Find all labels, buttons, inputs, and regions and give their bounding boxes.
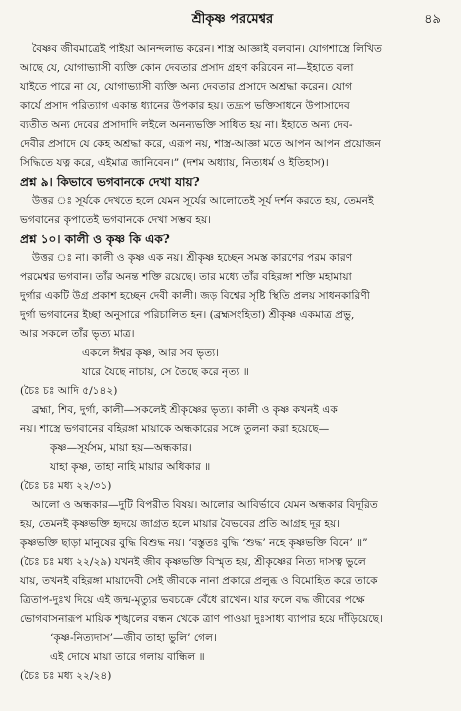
paragraph-line: নয়। শাস্ত্রে ভগবানের বহিরঙ্গা মায়াকে অন্ধকারের সঙ্গে তুলনা করা হয়েছে—	[20, 423, 330, 435]
paragraph-line: (চৈঃ চঃ মধ্য ২২/২৯) যখনই জীব কৃষ্ণভক্তি বিস্মৃত হয়, শ্রীকৃষ্ণের নিত্য দাসত্ব ভুলে	[20, 556, 366, 568]
scripture-reference: (চৈঃ চঃ মধ্য ২২/৩১)	[20, 480, 112, 492]
running-title: শ্রীকৃষ্ণ পরমেশ্বর	[191, 12, 274, 27]
paragraph-line: ত্রিতাপ-দুঃখ দিয়ে এই জন্ম-মৃত্যুর ভবচক্রে বেঁধে রাখেন। যার ফলে বদ্ধ জীবের পক্ষে	[20, 594, 365, 606]
paragraph-line: যাইতে পারে না যে, যোগাভ্যাসী ব্যক্তি অন্য দেবতার প্রসাদে অশ্রদ্ধা করেন। যোগ	[20, 81, 353, 93]
page-number: ৪৯	[424, 12, 441, 27]
verse-line: যারে যৈছে নাচায়, সে তৈছে করে নৃত্য ॥	[82, 366, 249, 378]
question-heading: প্রশ্ন ৯। কিভাবে ভগবানকে দেখা যায়?	[20, 175, 200, 189]
answer-line: দুর্গার একটি উগ্র প্রকাশ হচ্ছেন দেবী কালী। জড় বিশ্বের সৃষ্টি স্থিতি প্রলয় সাধনকারিণী	[20, 290, 370, 302]
page-header	[20, 10, 445, 30]
verse-line: ‘কৃষ্ণ-নিত্যদাস’—জীব তাহা ভুলি’ গেল।	[50, 632, 217, 644]
answer-line: উত্তর ঃ না। কালী ও কৃষ্ণ এক নয়। শ্রীকৃষ্ণ হচ্ছেন সমস্ত কারণের পরম কারণ	[32, 252, 353, 264]
paragraph-line: হয়, তেমনই কৃষ্ণভক্তি হৃদয়ে জাগ্রত হলে মায়ার বৈভবের প্রতি আগ্রহ দূর হয়।	[20, 518, 341, 530]
answer-line: দুর্গা ভগবানের ইচ্ছা অনুসারে পরিচালিত হন। (ব্রহ্মসংহিতা) শ্রীকৃষ্ণ একমাত্র প্রভু,	[20, 309, 355, 321]
verse-line: কৃষ্ণ—সূর্যসম, মায়া হয়—অন্ধকার।	[50, 442, 192, 454]
paragraph-line: বৈষ্ণব জীবমাত্রেই পাইয়া আনন্দলাভ করেন। শাস্ত্র আজ্ঞাই বলবান। যোগশাস্ত্রে লিখিত	[32, 43, 382, 55]
paragraph-line: ব্যতীত অন্য দেবের প্রসাদাদি লইলে অনন্যভক্তি সাধিত হয় না। ইহাতে অন্য দেব-	[20, 119, 353, 131]
paragraph-line: দেবীর প্রসাদে যে কেহ অশ্রদ্ধা করে, এরূপ নয়, শাস্ত্র-আজ্ঞা মতে আপন আপন প্রয়োজন	[20, 138, 381, 150]
answer-line: আর সকলে তাঁর ভৃত্য মাত্র।	[20, 328, 135, 340]
scripture-reference: (চৈঃ চঃ আদি ৫/১৪২)	[20, 385, 118, 397]
answer-line: উত্তর ঃ সূর্যকে দেখতে হলে যেমন সূর্যের আলোতেই সূর্য দর্শন করতে হয়, তেমনই	[32, 195, 374, 207]
paragraph-line: আছে যে, যোগাভ্যাসী ব্যক্তি কোন দেবতার প্রসাদ গ্রহণ করিবেন না—ইহাতে বলা	[20, 62, 354, 74]
verse-line: যাহা কৃষ্ণ, তাহা নাহি মায়ার অধিকার ॥	[50, 461, 211, 473]
paragraph-line: কার্যে প্রসাদ পরিত্যাগ একান্ত ধ্যানের উপকার হয়। তদ্রূপ ভক্তিসাধনে উপাসাদেব	[20, 100, 350, 112]
answer-line: ভগবানের কৃপাতেই ভগবানকে দেখা সম্ভব হয়।	[20, 214, 211, 226]
paragraph-line: ভোগবাসনারূপ মায়িক শৃঙ্খলের বন্ধন খেকে ত্রাণ পাওয়া দুঃসাধ্য ব্যাপার হয়ে দাঁড়িয়েছে।	[20, 613, 383, 625]
answer-line: পরমেশ্বর ভগবান। তাঁর অনন্ত শক্তি রয়েছে। তার মধ্যে তাঁর বহিরঙ্গা শক্তি মহামায়া	[20, 271, 352, 283]
verse-line: একলে ঈশ্বর কৃষ্ণ, আর সব ভৃত্য।	[82, 347, 220, 359]
paragraph-line: সিদ্ধিতে যত্ন করে, এইমাত্র জানিবেন।” (দশম অধ্যায়, নিত্যধর্ম ও ইতিহাস)।	[20, 157, 329, 169]
paragraph-line: ব্রহ্মা, শিব, দুর্গা, কালী—সকলেই শ্রীকৃষ্ণের ভৃত্য। কালী ও কৃষ্ণ কখনই এক	[32, 404, 338, 416]
question-heading: প্রশ্ন ১০। কালী ও কৃষ্ণ কি এক?	[20, 232, 170, 246]
paragraph-line: যায়, তখনই বহিরঙ্গা মায়াদেবী সেই জীবকে নানা প্রকারে প্রলুব্ধ ও বিমোহিত করে তাকে	[20, 575, 378, 587]
paragraph-line: কৃষ্ণভক্তি ছাড়া মানুষের বুদ্ধি বিশুদ্ধ নয়। ‘বস্তুতঃ বুদ্ধি ‘শুদ্ধ’ নহে কৃষ্ণভক্তি বিনে’ ॥”	[20, 537, 368, 549]
verse-line: এই দোষে মায়া তারে গলায় বান্ধিল ॥	[50, 651, 205, 663]
scripture-reference: (চৈঃ চঃ মধ্য ২২/২৪)	[20, 670, 112, 682]
page-body	[20, 40, 445, 686]
paragraph-line: আলো ও অন্ধকার—দুটি বিপরীত বিষয়। আলোর আবির্ভাবে যেমন অন্ধকার বিদূরিত	[32, 499, 378, 511]
